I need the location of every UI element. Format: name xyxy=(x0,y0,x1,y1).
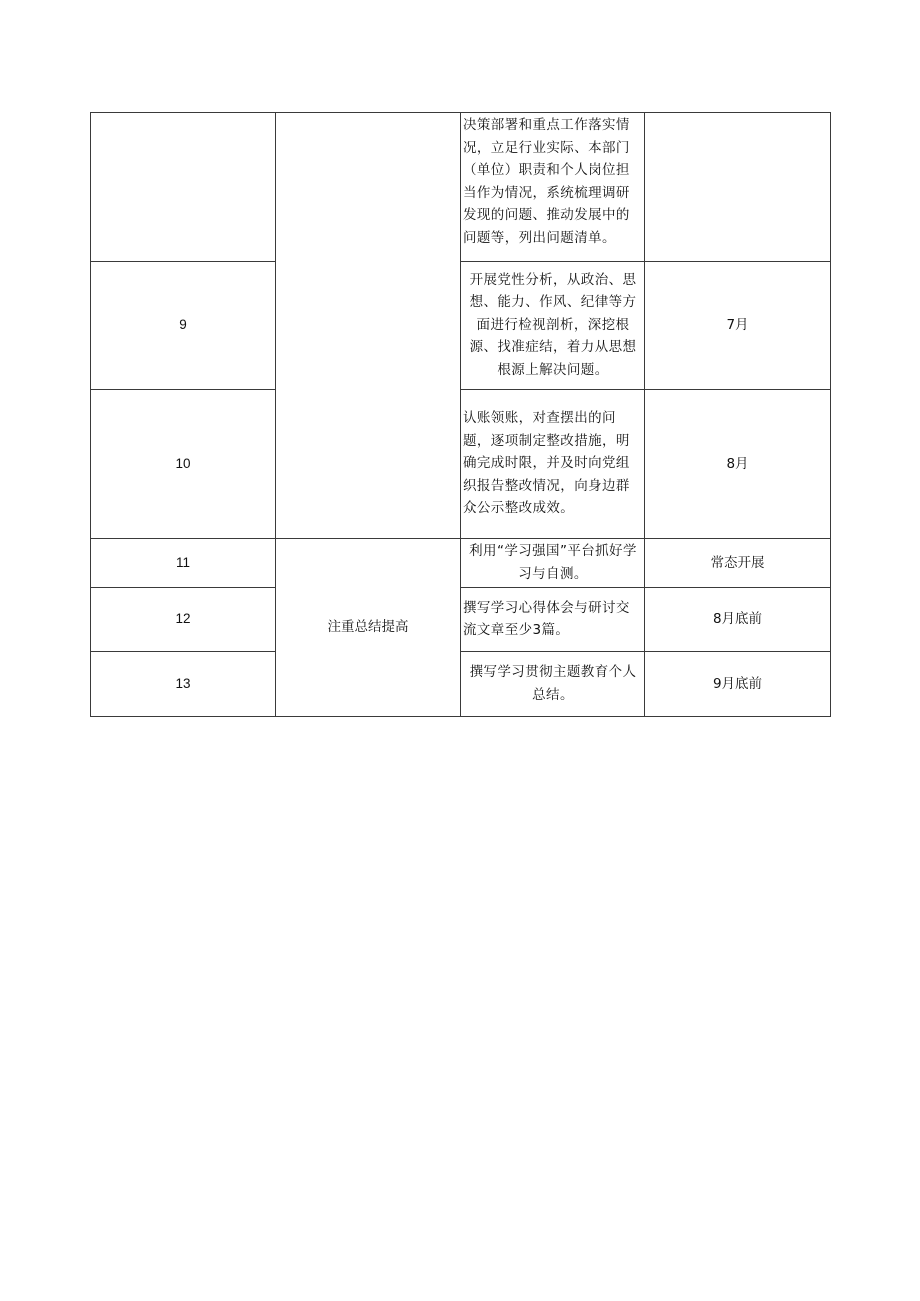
table-row xyxy=(91,390,831,539)
time-cell: 8月底前 xyxy=(645,588,831,652)
content-cell xyxy=(461,652,645,717)
row-number-cell: 13 xyxy=(91,652,276,717)
content-text: 撰写学习心得体会与研讨交流文章至少3篇。 xyxy=(463,599,630,638)
row-number-cell: 12 xyxy=(91,588,276,652)
row-number-cell: 9 xyxy=(91,262,276,390)
row-number-cell: 10 xyxy=(91,390,276,539)
content-cell xyxy=(461,539,645,588)
content-cell xyxy=(461,113,645,262)
category-cell: 注重总结提高 xyxy=(276,539,461,717)
content-text: 认账领账，对查摆出的问题，逐项制定整改措施，明确完成时限，并及时向党组织报告整改情况，向身边群众公示整改成效。 xyxy=(463,410,630,517)
table-row xyxy=(91,588,831,652)
time-cell: 8月 xyxy=(645,390,831,539)
time-cell: 7月 xyxy=(645,262,831,390)
content-cell xyxy=(461,390,645,539)
content-text: 开展党性分析，从政治、思想、能力、作风、纪律等方面进行检视剖析，深挖根源、找准症结，着力从思想根源上解决问题。 xyxy=(469,271,637,378)
content-cell xyxy=(461,262,645,390)
category-cell xyxy=(276,113,461,539)
row-number-cell xyxy=(91,113,276,262)
content-cell xyxy=(461,588,645,652)
content-text: 利用“学习强国”平台抓好学习与自测。 xyxy=(469,543,637,582)
content-text: 撰写学习贯彻主题教育个人总结。 xyxy=(469,664,637,703)
content-text: 决策部署和重点工作落实情况，立足行业实际、本部门（单位）职责和个人岗位担当作为情况，系统梳理调研发现的问题、推动发展中的问题等，列出问题清单。 xyxy=(463,117,630,246)
table-row xyxy=(91,539,831,588)
time-cell: 9月底前 xyxy=(645,652,831,717)
time-cell: 常态开展 xyxy=(645,539,831,588)
table-row xyxy=(91,262,831,390)
row-number-cell: 11 xyxy=(91,539,276,588)
table-row xyxy=(91,652,831,717)
time-cell xyxy=(645,113,831,262)
table-row xyxy=(91,113,831,262)
plan-table xyxy=(90,112,831,717)
